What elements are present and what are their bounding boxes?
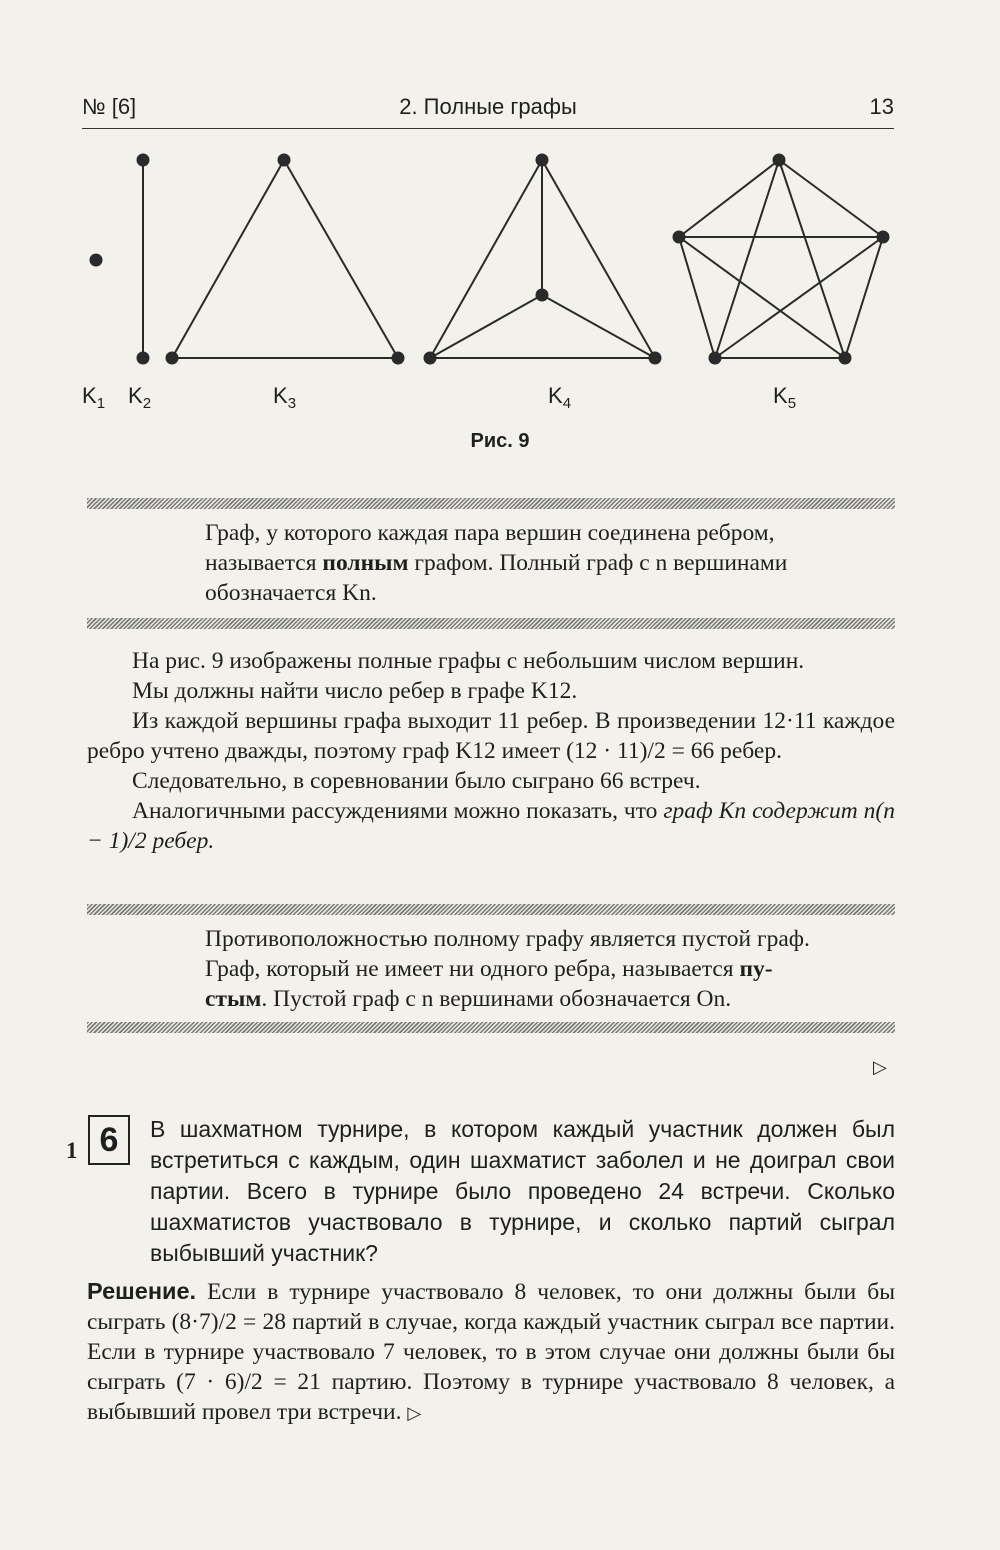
definition-complete-graph [205, 518, 893, 608]
label-k3: $K_3$ [273, 383, 297, 412]
label-k4: $K_4$ [548, 383, 572, 412]
k4-vertex [536, 289, 549, 302]
definition-empty-graph [205, 924, 893, 1014]
page-number: 13 [869, 94, 894, 119]
end-triangle-icon: ▷ [873, 1057, 887, 1078]
italic-statement: граф Kn содержит n(n − 1)/2 ребер. [87, 798, 895, 854]
problem-number-box: 6 [88, 1115, 130, 1165]
solution [87, 1276, 895, 1429]
label-k1: $K_1$ [82, 383, 106, 412]
hatched-rule [87, 1022, 895, 1033]
definition-line: Противоположностью полному графу является пустой граф. [205, 926, 810, 952]
term-empty: пу- [739, 956, 773, 982]
definition-line: называется полным графом. Полный граф с n вершинами [205, 550, 788, 576]
hatched-rule [87, 904, 895, 915]
paragraph: Следовательно, в соревновании было сыграно 66 встреч. [132, 768, 701, 794]
definition-line: Граф, который не имеет ни одного ребра, называется пу- [205, 956, 773, 982]
k4-edges [430, 160, 655, 358]
paragraph: Аналогичными рассуждениями можно показать, что граф Kn содержит n(n − 1)/2 ребер. [87, 798, 895, 854]
paragraph: Мы должны найти число ребер в графе K12. [132, 678, 578, 704]
k5-vertex [709, 352, 722, 365]
problem-text: В шахматном турнире, в котором каждый участник должен был встретиться с каждым, один шахматист заболел и не доиграл свои партии. Всего в турнире было проведено 24 встречи. Сколько шахматистов участвовало в турнире, и сколько партий сыграл выбывший участник? [150, 1116, 895, 1266]
k5-vertex [673, 231, 686, 244]
figure-caption: Рис. 9 [470, 430, 530, 452]
k4-vertex [536, 154, 549, 167]
k1-vertex [90, 254, 103, 267]
k4-vertex [649, 352, 662, 365]
definition-line: Граф, у которого каждая пара вершин соединена ребром, [205, 520, 775, 546]
problem-statement [87, 1114, 895, 1269]
k5-vertex [839, 352, 852, 365]
complete-graphs-figure [0, 130, 1000, 430]
definition-line: обозначается Kn. [205, 580, 377, 606]
section-title: 2. Полные графы [399, 94, 577, 119]
term-complete: полным [322, 550, 409, 576]
solution-text: Решение. Если в турнире участвовало 8 человек, то они должны были бы сыграть (8·7)/2 = 28 партий в случае, когда каждый участник сыграл все партии. Если в турнире участвовало 7 человек, то в этом случае они должны были бы сыграть (7 · 6)/2 = 21 партию. Поэтому в турнире участвовало 8 человек, а выбывший провел три встречи. ▷ [87, 1278, 896, 1425]
hatched-rule [87, 498, 895, 509]
label-k2: $K_2$ [128, 383, 152, 412]
term-empty: стым [205, 986, 262, 1012]
k5-edges [679, 160, 883, 358]
paragraph: Из каждой вершины графа выходит 11 ребер. В произведении 12·11 каждое ребро учтено дважды, поэтому граф K12 имеет (12 · 11)/2 = 66 ребер. [87, 708, 895, 764]
k3-edges [172, 160, 398, 358]
paragraph: На рис. 9 изображены полные графы с небольшим числом вершин. [132, 648, 805, 674]
k3-vertex [166, 352, 179, 365]
margin-number: 1 [66, 1138, 78, 1163]
k4-vertex [424, 352, 437, 365]
k5-vertex [877, 231, 890, 244]
k2-vertex [137, 352, 150, 365]
page-header [82, 88, 894, 129]
body-text [87, 646, 895, 856]
k2-vertex [137, 154, 150, 167]
solution-label: Решение. [87, 1278, 197, 1304]
k5-vertex [773, 154, 786, 167]
k3-vertex [392, 352, 405, 365]
k3-vertex [278, 154, 291, 167]
end-triangle-icon: ▷ [407, 1403, 422, 1424]
label-k5: $K_5$ [773, 383, 797, 412]
definition-line: стым. Пустой граф с n вершинами обозначается On. [205, 986, 732, 1012]
hatched-rule [87, 618, 895, 629]
problem-reference: № [6] [82, 94, 137, 119]
